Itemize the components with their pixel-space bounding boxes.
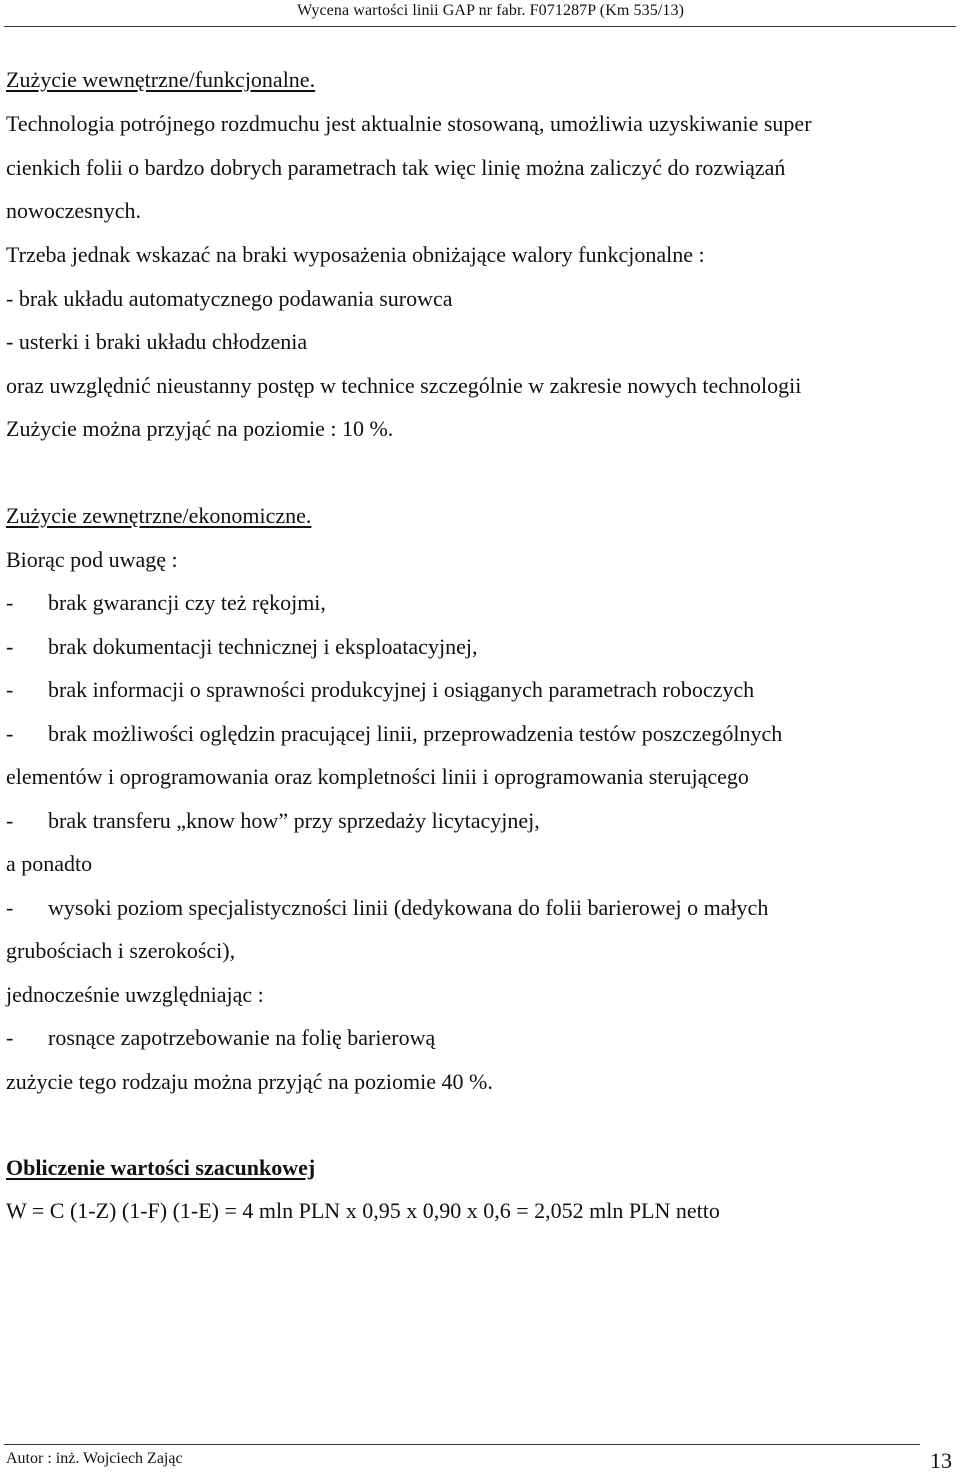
list-item-text: brak gwarancji czy też rękojmi, [48, 590, 326, 615]
list-item-text: brak możliwości oględzin pracującej linii, przeprowadzenia testów poszczególnych [48, 721, 783, 746]
section-heading-internal-wear: Zużycie wewnętrzne/funkcjonalne. [6, 67, 316, 92]
paragraph-line: elementów i oprogramowania oraz kompletności linii i oprogramowania sterującego [6, 764, 749, 789]
valuation-formula: W = C (1-Z) (1-F) (1-E) = 4 mln PLN x 0,95 x 0,90 x 0,6 = 2,052 mln PLN netto [6, 1198, 720, 1223]
list-item-text: rosnące zapotrzebowanie na folię barierową [48, 1025, 436, 1050]
list-item-text: brak dokumentacji technicznej i eksploatacyjnej, [48, 634, 478, 659]
list-dash: - [6, 634, 14, 659]
list-dash: - [6, 1025, 14, 1050]
wear-level-statement: Zużycie można przyjąć na poziomie : 10 %. [6, 416, 394, 441]
paragraph-line: Trzeba jednak wskazać na braki wyposażenia obniżające walory funkcjonalne : [6, 242, 705, 267]
paragraph-line: Technologia potrójnego rozdmuchu jest aktualnie stosowaną, umożliwia uzyskiwanie super [6, 111, 812, 136]
list-item: - usterki i braki układu chłodzenia [6, 329, 308, 354]
list-item [6, 894, 768, 922]
paragraph-line: cienkich folii o bardzo dobrych parametrach tak więc linię można zaliczyć do rozwiązań [6, 155, 786, 180]
list-dash: - [6, 895, 14, 920]
list-item [6, 1024, 435, 1052]
section-heading-valuation: Obliczenie wartości szacunkowej [6, 1155, 316, 1180]
list-item [6, 589, 326, 617]
list-dash: - [6, 808, 14, 833]
paragraph-line: Biorąc pod uwagę : [6, 547, 178, 572]
paragraph-line: a ponadto [6, 851, 93, 876]
list-dash: - [6, 721, 14, 746]
paragraph-line: grubościach i szerokości), [6, 938, 236, 963]
list-item: - brak układu automatycznego podawania surowca [6, 286, 453, 311]
running-header: Wycena wartości linii GAP nr fabr. F071287P (Km 535/13) [297, 2, 684, 19]
list-item [6, 720, 782, 748]
footer-rule [4, 1444, 920, 1445]
section-heading-external-wear: Zużycie zewnętrzne/ekonomiczne. [6, 503, 312, 528]
list-item [6, 676, 754, 704]
footer-author: Autor : inż. Wojciech Zając [6, 1450, 183, 1467]
paragraph-line: oraz uwzględnić nieustanny postęp w technice szczególnie w zakresie nowych technologii [6, 373, 802, 398]
paragraph-line: jednocześnie uwzględniając : [6, 982, 264, 1007]
page-number: 13 [930, 1448, 952, 1473]
list-item [6, 633, 477, 661]
list-item-text: brak informacji o sprawności produkcyjnej i osiąganych parametrach roboczych [48, 677, 755, 702]
list-dash: - [6, 677, 14, 702]
header-rule [4, 26, 956, 27]
list-item [6, 807, 540, 835]
list-dash: - [6, 590, 14, 615]
list-item-text: wysoki poziom specjalistyczności linii (dedykowana do folii barierowej o małych [48, 895, 769, 920]
wear-level-statement: zużycie tego rodzaju można przyjąć na poziomie 40 %. [6, 1069, 493, 1094]
list-item-text: brak transferu „know how” przy sprzedaży licytacyjnej, [48, 808, 540, 833]
paragraph-line: nowoczesnych. [6, 198, 142, 223]
